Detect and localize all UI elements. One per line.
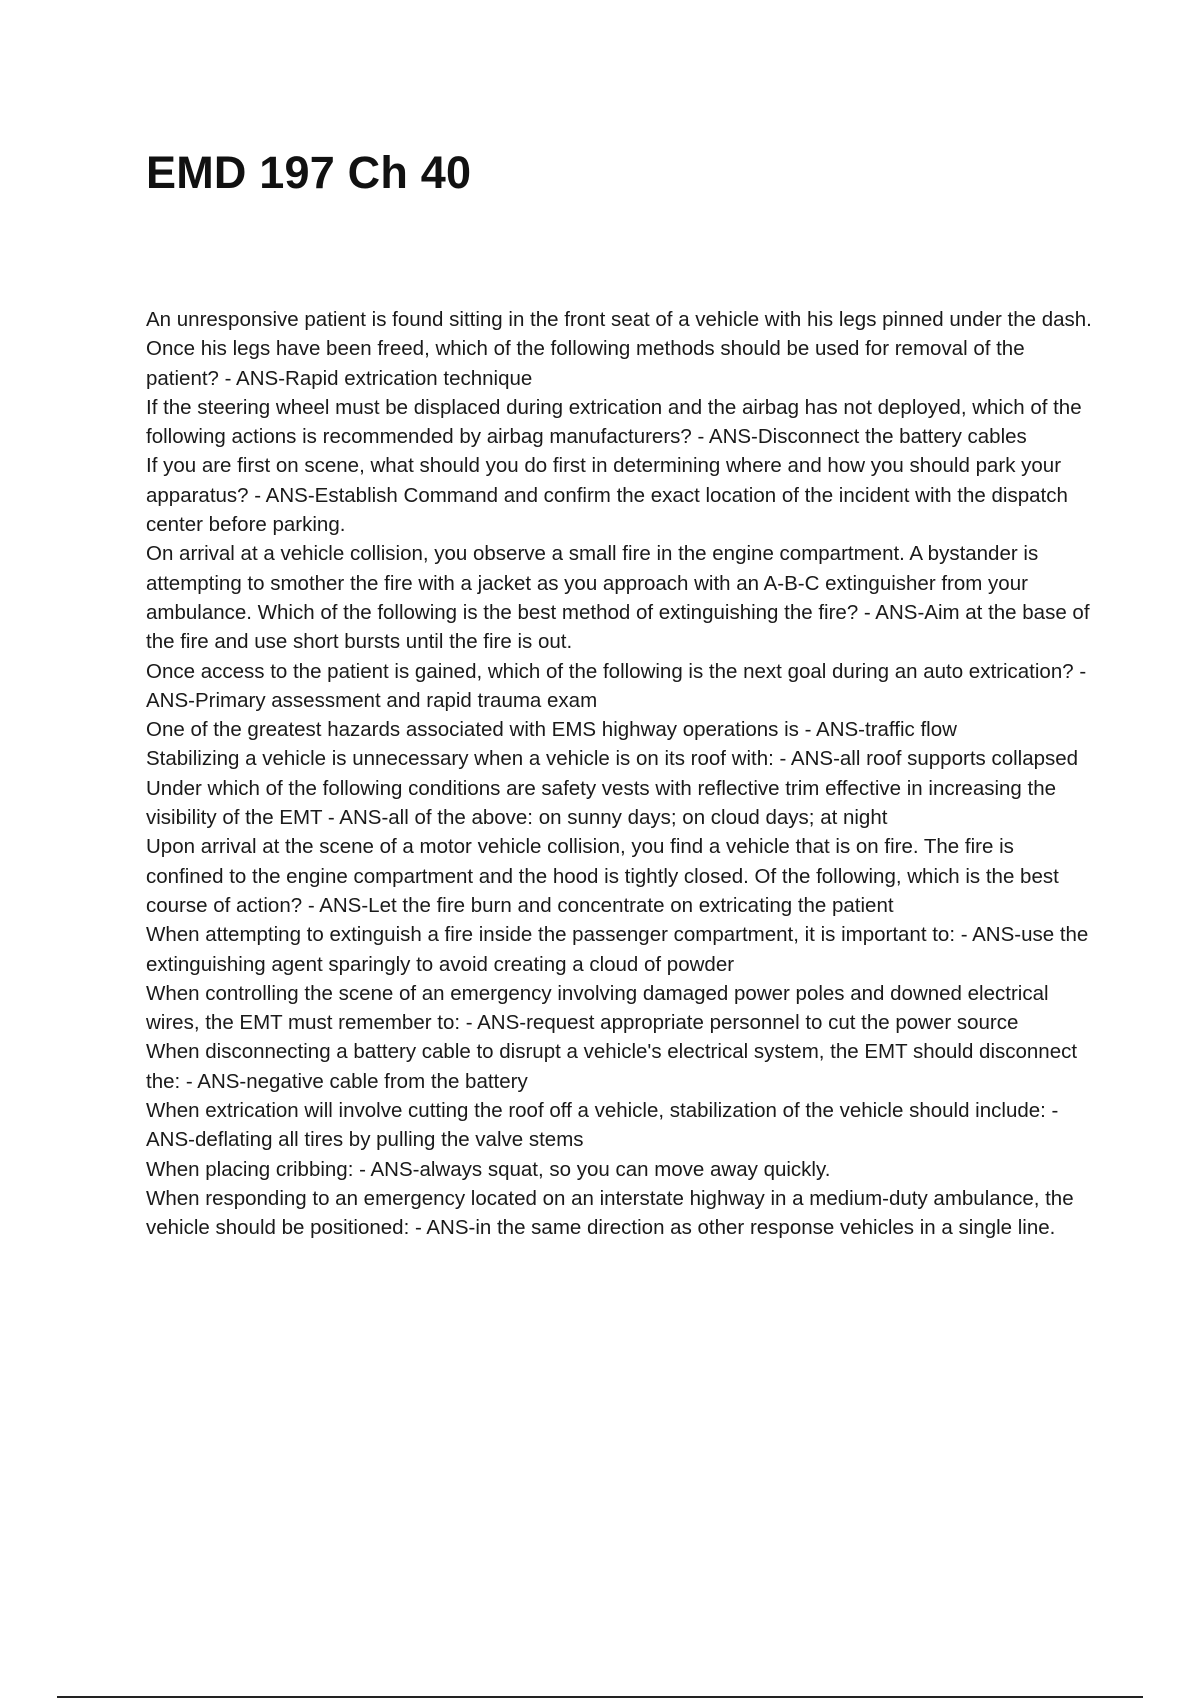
qa-entry: If the steering wheel must be displaced during extrication and the airbag has not deployed, which of the following actions is recommended by airbag manufacturers? - ANS-Disconnect the battery cables (146, 395, 1082, 449)
qa-entry: One of the greatest hazards associated with EMS highway operations is - ANS-traffic flow (146, 718, 957, 742)
qa-entry: Under which of the following conditions are safety vests with reflective trim effective in increasing the visibility of the EMT - ANS-all of the above: on sunny days; on cloud days; at night (146, 776, 1057, 830)
qa-entry: Upon arrival at the scene of a motor vehicle collision, you find a vehicle that is on fire. The fire is confined to the engine compartment and the hood is tightly closed. Of the following, which is the best course of action? - ANS-Let the fire burn and concentrate on extricating the patient (146, 835, 1059, 917)
qa-entry: When disconnecting a battery cable to disrupt a vehicle's electrical system, the EMT should disconnect the: - ANS-negative cable from the battery (146, 1040, 1078, 1093)
qa-list (146, 305, 1096, 1243)
qa-entry: An unresponsive patient is found sitting in the front seat of a vehicle with his legs pinned under the dash. Once his legs have been freed, which of the following methods should be used for removal of the patient? - ANS-Rapid extrication technique (146, 308, 1092, 390)
qa-entry: When responding to an emergency located on an interstate highway in a medium-duty ambulance, the vehicle should be positioned: - ANS-in the same direction as other response vehicles in a single line. (146, 1186, 1074, 1240)
qa-entry: If you are first on scene, what should you do first in determining where and how you should park your apparatus? - ANS-Establish Command and confirm the exact location of the incident with the dispatch center before parking. (146, 454, 1068, 537)
qa-entry: Once access to the patient is gained, which of the following is the next goal during an auto extrication? - ANS-Primary assessment and rapid trauma exam (146, 659, 1087, 712)
page-bottom-divider (57, 1696, 1143, 1698)
qa-entry: When placing cribbing: - ANS-always squat, so you can move away quickly. (146, 1157, 831, 1181)
qa-entry: Stabilizing a vehicle is unnecessary when a vehicle is on its roof with: - ANS-all roof supports collapsed (146, 747, 1079, 771)
qa-entry: When attempting to extinguish a fire inside the passenger compartment, it is important to: - ANS-use the extinguishing agent sparingly to avoid creating a cloud of powder (146, 923, 1089, 976)
qa-entry: When extrication will involve cutting the roof off a vehicle, stabilization of the vehicle should include: - ANS-deflating all tires by pulling the valve stems (146, 1099, 1059, 1152)
qa-entry: When controlling the scene of an emergency involving damaged power poles and downed electrical wires, the EMT must remember to: - ANS-request appropriate personnel to cut the power source (146, 981, 1049, 1035)
document-title: EMD 197 Ch 40 (146, 147, 472, 198)
qa-entry: On arrival at a vehicle collision, you observe a small fire in the engine compartment. A bystander is attempting to smother the fire with a jacket as you approach with an A-B-C extinguisher from your ambulance. Which of the following is the best method of extinguishing the fire? - ANS-Aim at the base of the fire and use short bursts until the fire is out. (146, 542, 1090, 654)
